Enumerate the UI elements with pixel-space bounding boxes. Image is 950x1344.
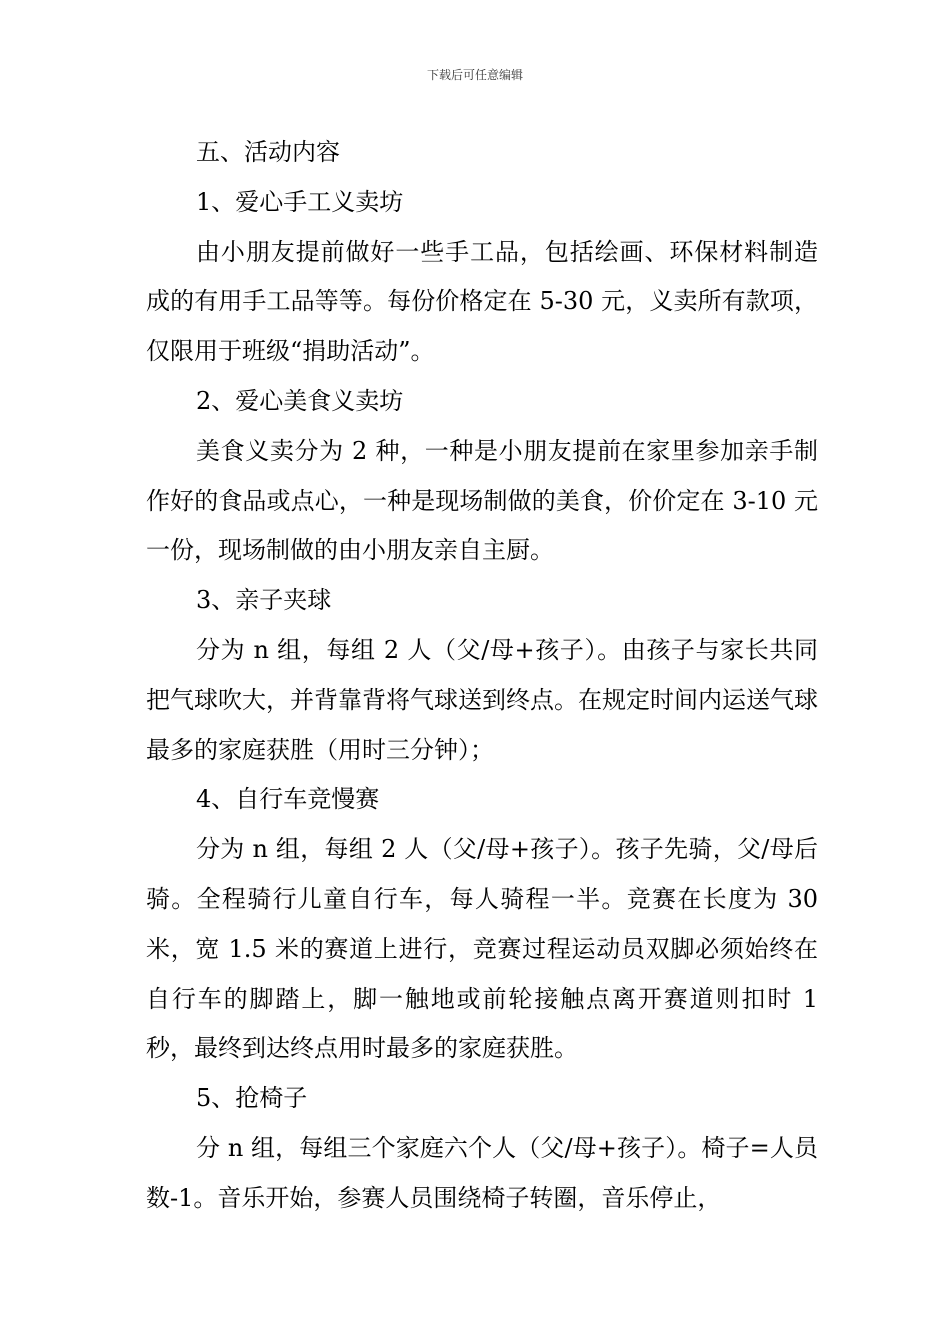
item-heading-4: 4、自行车竞慢赛 xyxy=(196,785,380,814)
item-paragraph-5: 分 n 组，每组三个家庭六个人（父/母+孩子）。椅子=人员数-1。音乐开始，参赛人员围绕椅子转圈，音乐停止， xyxy=(146,1133,818,1212)
item-heading-1: 1、爱心手工义卖坊 xyxy=(196,187,404,216)
item-heading-2: 2、爱心美食义卖坊 xyxy=(196,386,404,415)
item-heading-3: 3、亲子夹球 xyxy=(196,586,332,615)
item-heading-5: 5、抢椅子 xyxy=(196,1084,308,1113)
item-paragraph-3: 分为 n 组，每组 2 人（父/母+孩子）。由孩子与家长共同把气球吹大，并背靠背将气球送到终点。在规定时间内运送气球最多的家庭获胜（用时三分钟）； xyxy=(146,635,818,764)
section-title: 五、活动内容 xyxy=(196,138,340,166)
header-note: 下载后可任意编辑 xyxy=(426,68,523,82)
item-paragraph-1: 由小朋友提前做好一些手工品，包括绘画、环保材料制造成的有用手工品等等。每份价格定在 5-30 元，义卖所有款项，仅限用于班级“捐助活动”。 xyxy=(146,237,818,366)
item-paragraph-4: 分为 n 组，每组 2 人（父/母+孩子）。孩子先骑，父/母后骑。全程骑行儿童自行车，每人骑程一半。竞赛在长度为 30 米，宽 1.5 米的赛道上进行，竞赛过程运动员双脚必须始终在自行车的脚踏上，脚一触地或前轮接触点离开赛道则扣时 1 秒，最终到达终点用时最多的家庭获胜。 xyxy=(146,835,818,1063)
document-body xyxy=(146,128,818,1224)
item-paragraph-2: 美食义卖分为 2 种，一种是小朋友提前在家里参加亲手制作好的食品或点心，一种是现场制做的美食，价价定在 3-10 元一份，现场制做的由小朋友亲自主厨。 xyxy=(146,436,818,565)
